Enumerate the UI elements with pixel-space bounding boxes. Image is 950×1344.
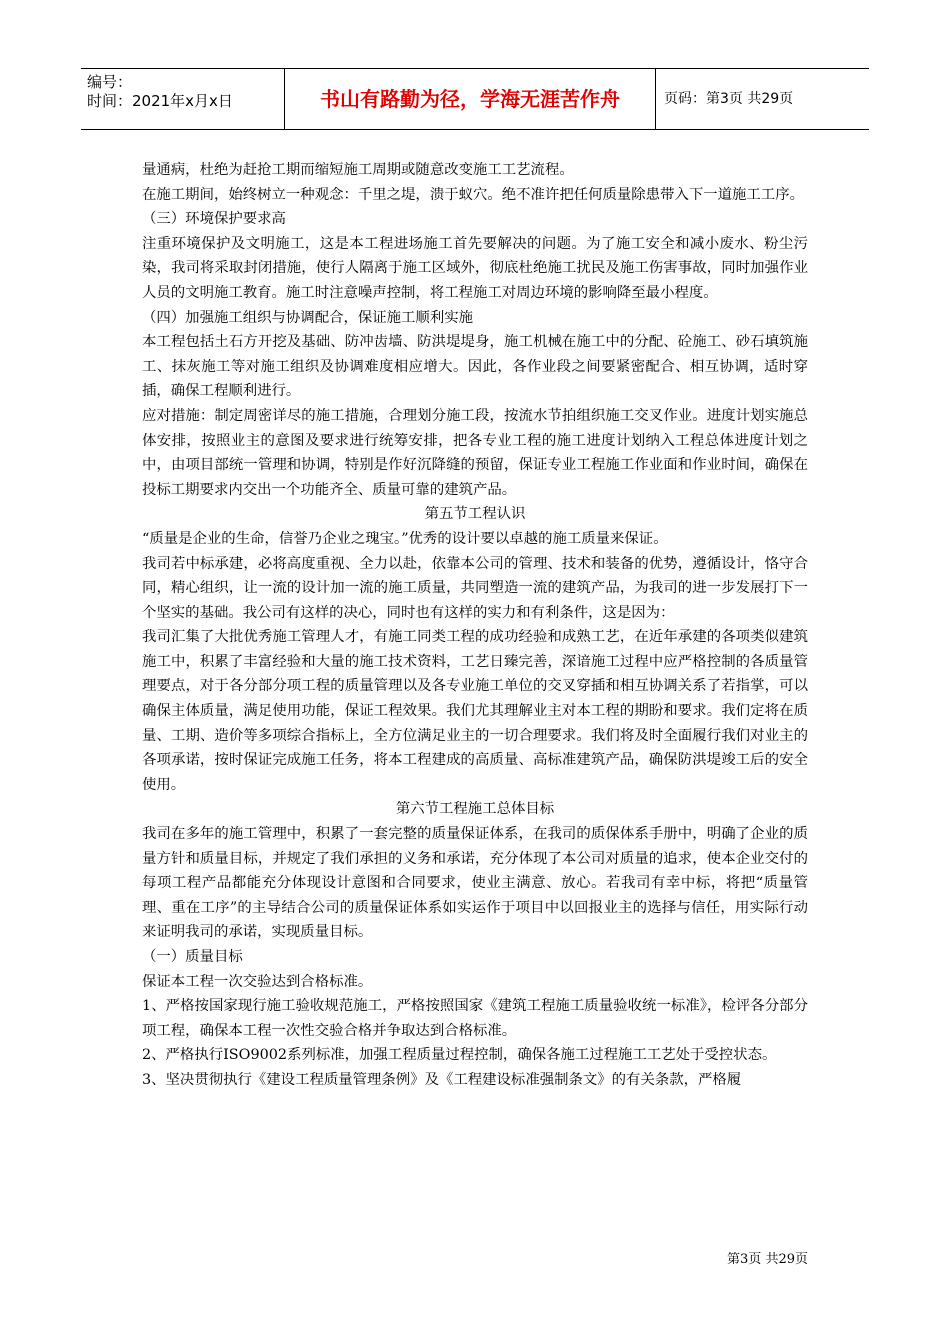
subsection-heading: （四）加强施工组织与协调配合，保证施工顺利实施 [142, 309, 473, 326]
section-heading: 第五节工程认识 [424, 506, 526, 523]
list-item: 1、严格按国家现行施工验收规范施工，严格按照国家《建筑工程施工质量验收统一标准》，检评各分部分项工程，确保本工程一次性交验合格并争取达到合格标准。 [142, 998, 808, 1039]
subsection-heading: （三）环境保护要求高 [142, 211, 286, 228]
paragraph: 在施工期间，始终树立一种观念：千里之堤，溃于蚁穴。绝不准许把任何质量除患带入下一道施工工序。 [142, 186, 804, 203]
page-header [81, 68, 869, 130]
paragraph: 注重环境保护及文明施工，这是本工程进场施工首先要解决的问题。为了施工安全和减小废水、粉尘污染，我司将采取封闭措施，使行人隔离于施工区域外，彻底杜绝施工扰民及施工伤害事故，同时加强作业人员的文明施工教育。施工时注意噪声控制，将工程施工对周边环境的影响降至最小程度。 [142, 235, 808, 301]
page-footer: 第3页 共29页 [727, 1252, 808, 1267]
time-label: 时间：2021年x月x日 [87, 92, 233, 110]
header-page-label: 页码：第3页 共29页 [664, 91, 794, 107]
list-item: 2、严格执行ISO9002系列标准，加强工程质量过程控制，确保各施工过程施工工艺处于受控状态。 [142, 1047, 777, 1064]
paragraph: 保证本工程一次交验达到合格标准。 [142, 973, 373, 990]
header-motto: 书山有路勤为径，学海无涯苦作舟 [284, 69, 656, 129]
header-info-cell [81, 69, 284, 129]
document-body [142, 158, 808, 1093]
paragraph: 我司汇集了大批优秀施工管理人才，有施工同类工程的成功经验和成熟工艺，在近年承建的各项类似建筑施工中，积累了丰富经验和大量的施工技术资料，工艺日臻完善，深谙施工过程中应严格控制的各质量管理要点，对于各分部分项工程的质量管理以及各专业施工单位的交叉穿插和相互协调关系了若指掌，可以确保主体质量，满足使用功能，保证工程效果。我们尤其理解业主对本工程的期盼和要求。我们定将在质量、工期、造价等多项综合指标上，全方位满足业主的一切合理要求。我们将及时全面履行我们对业主的各项承诺，按时保证完成施工任务，将本工程建成的高质量、高标准建筑产品，确保防洪堤竣工后的安全使用。 [142, 629, 808, 793]
paragraph: 我司在多年的施工管理中，积累了一套完整的质量保证体系，在我司的质保体系手册中，明确了企业的质量方针和质量目标，并规定了我们承担的义务和承诺，充分体现了本公司对质量的追求，使本企业交付的每项工程产品都能充分体现设计意图和合同要求，使业主满意、放心。若我司有幸中标，将把“质量管理、重在工序”的主导结合公司的质量保证体系如实运作于项目中以回报业主的选择与信任，用实际行动来证明我司的承诺，实现质量目标。 [142, 826, 808, 941]
section-heading: 第六节工程施工总体目标 [395, 801, 555, 818]
paragraph: 应对措施：制定周密详尽的施工措施，合理划分施工段，按流水节拍组织施工交叉作业。进度计划实施总体安排，按照业主的意图及要求进行统筹安排，把各专业工程的施工进度计划纳入工程总体进度计划之中，由项目部统一管理和协调，特别是作好沉降缝的预留，保证专业工程施工作业面和作业时间，确保在投标工期要求内交出一个功能齐全、质量可靠的建筑产品。 [142, 407, 808, 498]
paragraph: 本工程包括土石方开挖及基础、防冲齿墙、防洪堤堤身，施工机械在施工中的分配、砼施工、砂石填筑施工、抹灰施工等对施工组织及协调难度相应增大。因此，各作业段之间要紧密配合、相互协调，适时穿插，确保工程顺利进行。 [142, 334, 808, 400]
subsection-heading: （一）质量目标 [142, 949, 243, 965]
paragraph: 量通病，杜绝为赶抢工期而缩短施工周期或随意改变施工工艺流程。 [142, 162, 574, 178]
paragraph: 我司若中标承建，必将高度重视、全力以赴，依靠本公司的管理、技术和装备的优势，遵循设计，恪守合同，精心组织，让一流的设计加一流的施工质量，共同塑造一流的建筑产品，为我司的进一步发展打下一个坚实的基础。我公司有这样的决心，同时也有这样的实力和有利条件，这是因为： [142, 555, 808, 621]
paragraph: “质量是企业的生命，信誉乃企业之瑰宝。”优秀的设计要以卓越的施工质量来保证。 [142, 530, 668, 547]
number-label: 编号： [87, 73, 133, 91]
list-item: 3、坚决贯彻执行《建设工程质量管理条例》及《工程建设标准强制条文》的有关条款，严格履 [142, 1071, 742, 1088]
